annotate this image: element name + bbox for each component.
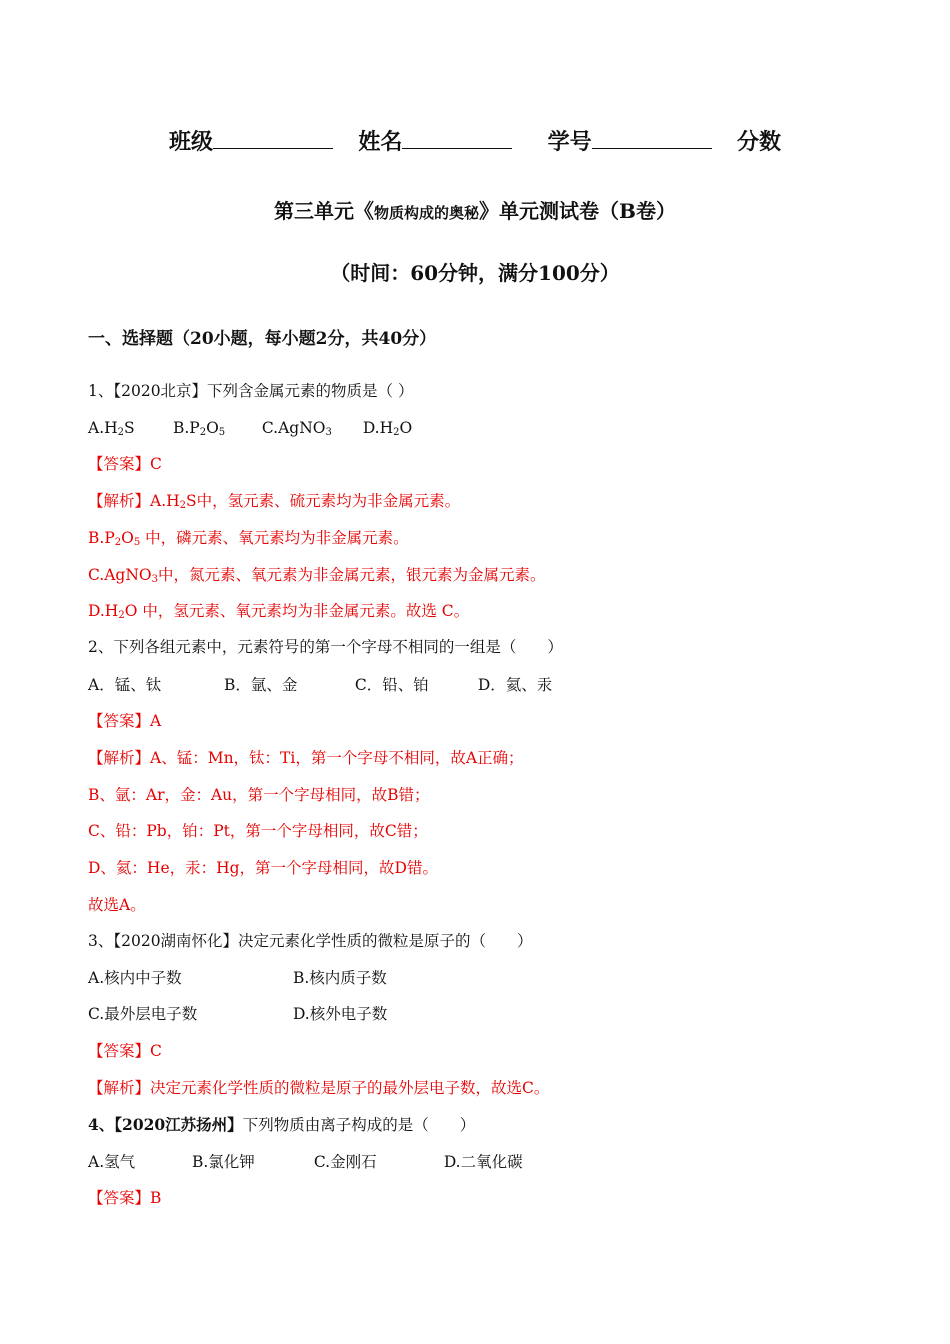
question-1-analysis-2: $B.P_2O_5$ 中，磷元素、氧元素均为非金属元素。 bbox=[88, 529, 409, 548]
question-2-stem: 2、下列各组元素中，元素符号的第一个字母不相同的一组是（ ） bbox=[88, 638, 563, 656]
q3-option-c: C.最外层电子数 bbox=[88, 1005, 198, 1023]
question-3-analysis: 【解析】决定元素化学性质的微粒是原子的最外层电子数，故选C。 bbox=[88, 1079, 550, 1097]
question-4-answer: 【答案】B bbox=[88, 1189, 162, 1207]
title-suffix: 》单元测试卷（B卷） bbox=[479, 199, 676, 223]
question-1-analysis-3: C.AgNO$_3$中，氮元素、氧元素为非金属元素，银元素为金属元素。 bbox=[88, 566, 546, 585]
q4-option-d: D.二氧化碳 bbox=[443, 1153, 523, 1171]
q2-option-c: C．铅、铂 bbox=[354, 676, 429, 694]
question-3-options-row-2 bbox=[88, 1003, 387, 1025]
question-2-analysis-3: C、铅：Pb，铂：Pt，第一个字母相同，故C错； bbox=[88, 822, 428, 840]
time-info: （时间：60分钟，满分100分） bbox=[330, 261, 620, 285]
title-prefix: 第三单元《 bbox=[274, 199, 375, 223]
question-1-options bbox=[88, 417, 412, 444]
question-4-stem bbox=[88, 1114, 475, 1136]
number-label: 学号 bbox=[547, 129, 592, 155]
question-4-options bbox=[88, 1151, 523, 1173]
q3-option-d: D.核外电子数 bbox=[292, 1005, 388, 1023]
title-unit-name: 物质构成的奥秘 bbox=[374, 204, 480, 222]
question-2-analysis-5: 故选A。 bbox=[88, 896, 146, 914]
number-blank bbox=[592, 130, 712, 149]
question-3-options-row-1 bbox=[88, 967, 387, 989]
section-title: 一、选择题（20小题，每小题2分，共40分） bbox=[88, 329, 437, 349]
q1-option-b: $B.P_2O_5$ bbox=[172, 419, 226, 438]
question-2-answer: 【答案】A bbox=[88, 712, 162, 730]
q2-option-b: B．氩、金 bbox=[223, 676, 298, 694]
question-1-analysis-4: $D.H_2O$ 中，氢元素、氧元素均为非金属元素。故选 C。 bbox=[88, 602, 470, 621]
q1-option-c: C.AgNO$_3$ bbox=[261, 419, 332, 438]
page-title bbox=[0, 200, 950, 224]
q4-option-b: B.氯化钾 bbox=[191, 1153, 255, 1171]
question-3-stem: 3、【2020湖南怀化】决定元素化学性质的微粒是原子的（ ） bbox=[88, 932, 533, 950]
question-2-analysis-1: 【解析】A、锰：Mn，钛：Ti，第一个字母不相同，故A正确； bbox=[88, 749, 524, 767]
q4-text: 下列物质由离子构成的是（ ） bbox=[242, 1116, 476, 1134]
question-1-answer: 【答案】C bbox=[88, 455, 162, 473]
name-label: 姓名 bbox=[358, 129, 403, 155]
q1-option-d: $D.H_2O$ bbox=[362, 419, 413, 438]
question-1-stem: 1、【2020北京】下列含金属元素的物质是（ ） bbox=[88, 382, 414, 400]
student-info-header bbox=[0, 130, 950, 153]
q2-option-a: A．锰、钛 bbox=[88, 676, 162, 694]
question-3-answer: 【答案】C bbox=[88, 1042, 162, 1060]
q2-option-d: D．氦、汞 bbox=[477, 676, 553, 694]
name-blank bbox=[402, 130, 512, 149]
q4-option-c: C.金刚石 bbox=[313, 1153, 377, 1171]
q3-option-b: B.核内质子数 bbox=[292, 969, 387, 987]
class-label: 班级 bbox=[168, 129, 213, 155]
question-2-analysis-4: D、氦：He，汞：Hg，第一个字母相同，故D错。 bbox=[88, 859, 438, 877]
score-label: 分数 bbox=[737, 129, 782, 155]
question-2-analysis-2: B、氩：Ar，金：Au，第一个字母相同，故B错； bbox=[88, 786, 430, 804]
q4-number: 4、 bbox=[88, 1115, 115, 1134]
q3-option-a: A.核内中子数 bbox=[88, 969, 182, 987]
q1-option-a: $A.H_2S$ bbox=[88, 419, 135, 438]
q4-option-a: A.氢气 bbox=[88, 1153, 136, 1171]
q4-source: 【2020江苏扬州】 bbox=[114, 1115, 243, 1134]
question-1-analysis-1: 【解析】$A.H_2S$中，氢元素、硫元素均为非金属元素。 bbox=[88, 492, 461, 511]
class-blank bbox=[213, 130, 333, 149]
question-2-options bbox=[88, 674, 552, 696]
